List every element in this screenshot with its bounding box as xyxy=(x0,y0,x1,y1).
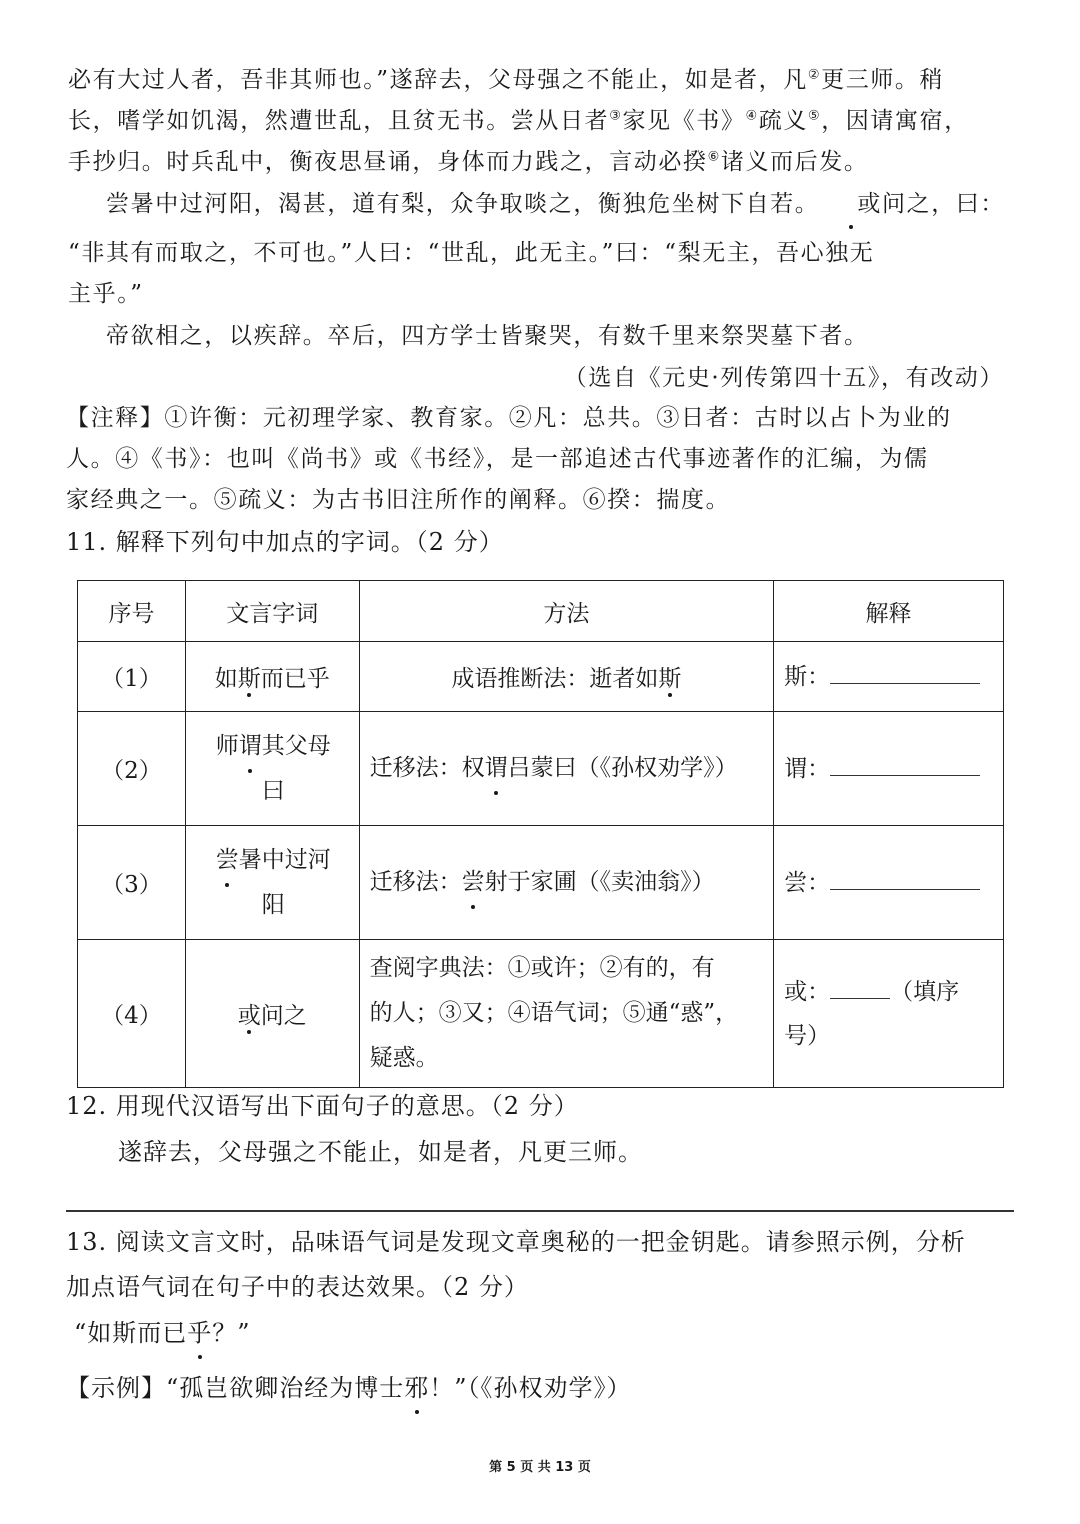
row-number: （4） xyxy=(78,940,186,1088)
dotted-character: 斯 xyxy=(658,660,681,693)
answer-blank[interactable] xyxy=(830,867,980,890)
dotted-character: 尝 xyxy=(462,860,485,905)
passage-line: 手抄归。时兵乱中，衡夜思昼诵，身体而力践之，言动必揆⑥诸义而后发。 xyxy=(68,149,869,175)
answer-blank[interactable] xyxy=(830,661,980,684)
row-method: 查阅字典法：①或许；②有的，有 的人；③又；④语气词；⑤通“惑”， 疑惑。 xyxy=(359,940,773,1088)
row-answer[interactable]: 或： （填序 号） xyxy=(774,940,1004,1088)
row-number: （3） xyxy=(78,826,186,940)
passage-line: 尝暑中过河阳，渴甚，道有梨，众争取啖之，衡独危坐树下自若。 或问之，曰： xyxy=(68,184,1013,225)
notes-line: 家经典之一。⑤疏义：为古书旧注所作的阐释。⑥揆：揣度。 xyxy=(66,487,731,513)
passage-line: 主乎。” xyxy=(68,281,144,307)
question-13-quote: “如斯而已乎？” xyxy=(74,1311,251,1355)
table-row xyxy=(78,712,1004,826)
question-12-title: 12. 用现代汉语写出下面句子的意思。（2 分） xyxy=(66,1092,579,1120)
passage-line: 帝欲相之，以疾辞。卒后，四方学士皆聚哭，有数千里来祭哭墓下者。 xyxy=(106,323,869,349)
question-11-title: 11. 解释下列句中加点的字词。（2 分） xyxy=(66,528,504,556)
row-number: （2） xyxy=(78,712,186,826)
row-answer[interactable]: 尝： xyxy=(774,826,1004,940)
question-13-title-cont: 加点语气词在句子中的表达效果。（2 分） xyxy=(66,1273,529,1301)
row-number: （1） xyxy=(78,642,186,712)
notes-line: 【注释】①许衡：元初理学家、教育家。②凡：总共。③日者：古时以占卜为业的 xyxy=(66,405,952,431)
dotted-character: 邪 xyxy=(404,1366,429,1410)
passage-source: （选自《元史·列传第四十五》，有改动） xyxy=(563,365,1004,391)
header-method: 方法 xyxy=(359,581,773,642)
dotted-character: 尝 xyxy=(216,838,239,883)
dotted-character: 乎 xyxy=(187,1311,212,1355)
row-answer[interactable]: 斯： xyxy=(774,642,1004,712)
table-row xyxy=(78,940,1004,1088)
passage-line: 必有大过人者，吾非其师也。”遂辞去，父母强之不能止，如是者，凡②更三师。稍 xyxy=(68,67,945,93)
row-word: 尝暑中过河 阳 xyxy=(185,826,359,940)
header-explanation: 解释 xyxy=(774,581,1004,642)
question-13-example: 【示例】“孤岂欲卿治经为博士邪！”（《孙权劝学》） xyxy=(66,1366,632,1410)
row-word: 如斯而已乎 xyxy=(185,642,359,712)
row-method: 迁移法：尝射于家圃（《卖油翁》） xyxy=(359,826,773,940)
dotted-character: 或 xyxy=(819,184,882,225)
page-footer: 第 5 页 共 13 页 xyxy=(489,1460,591,1475)
header-word: 文言字词 xyxy=(185,581,359,642)
dotted-character: 斯 xyxy=(238,660,261,693)
dotted-character: 谓 xyxy=(239,724,262,769)
dotted-character: 谓 xyxy=(485,746,508,791)
table-row xyxy=(78,642,1004,712)
passage-line: 长，嗜学如饥渴，然遭世乱，且贫无书。尝从日者③家见《书》④疏义⑤，因请寓宿， xyxy=(68,108,969,134)
answer-line[interactable] xyxy=(66,1210,1014,1212)
row-word: 或问之 xyxy=(185,940,359,1088)
header-number: 序号 xyxy=(78,581,186,642)
row-method: 迁移法：权谓吕蒙曰（《孙权劝学》） xyxy=(359,712,773,826)
table-row xyxy=(78,826,1004,940)
row-answer[interactable]: 谓： xyxy=(774,712,1004,826)
passage-line: “非其有而取之，不可也。”人曰：“世乱，此无主。”曰：“梨无主，吾心独无 xyxy=(68,240,875,266)
question-12-sentence: 遂辞去，父母强之不能止，如是者，凡更三师。 xyxy=(118,1138,643,1166)
dotted-character: 或 xyxy=(238,997,261,1030)
question-13-title: 13. 阅读文言文时，品味语气词是发现文章奥秘的一把金钥匙。请参照示例，分析 xyxy=(66,1228,966,1256)
table-header-row xyxy=(78,581,1004,642)
vocab-table xyxy=(77,580,1004,1088)
row-word: 师谓其父母 曰 xyxy=(185,712,359,826)
notes-line: 人。④《书》：也叫《尚书》或《书经》，是一部追述古代事迹著作的汇编，为儒 xyxy=(66,446,929,472)
row-method: 成语推断法：逝者如斯 xyxy=(359,642,773,712)
answer-blank[interactable] xyxy=(830,753,980,776)
answer-blank[interactable] xyxy=(830,976,890,999)
